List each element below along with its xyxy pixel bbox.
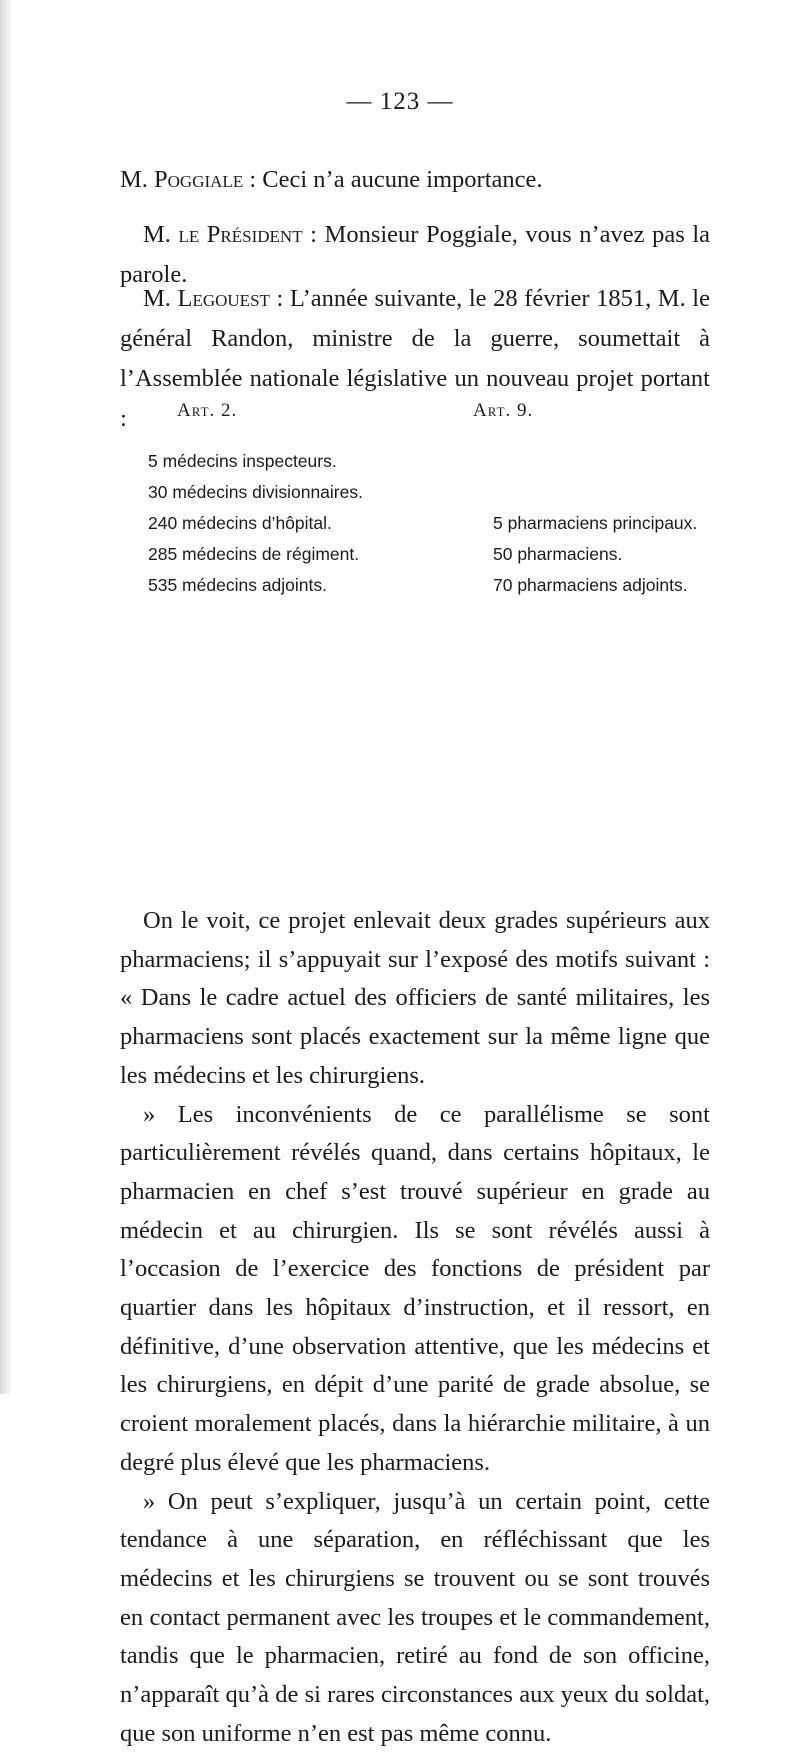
speaker-name: M. Poggiale [120, 166, 244, 193]
article-2-item: 5 médecins inspecteurs. [148, 451, 337, 471]
body-paragraph: » Les inconvénients de ce parallélisme se sont particulièrement révélés quand, dans certains hôpitaux, le pharmacien en chef s’est trouvé supérieur en grade au médecin et au chirurgien. Ils se sont révélés aussi à l’occasion de l’exercice des fonctions de président par quartier dans les hôpitaux d’instruction, et il ressort, en définitive, d’une observation attentive, que les médecins et les chirurgiens, en dépit d’une parité de grade absolue, se croient moralement placés, dans la hiérarchie militaire, à un degré plus élevé que les pharmaciens. [120, 1100, 710, 1476]
article-2-item: 285 médecins de régiment. [148, 544, 360, 564]
speaker-separator: : [269, 285, 290, 312]
speaker-separator: : [243, 166, 263, 193]
article-2-item: 240 médecins d’hôpital. [148, 513, 332, 533]
article-2-heading: Art. 2. [177, 400, 238, 421]
speech-text: Ceci n’a aucune importance. [262, 166, 543, 193]
page-number: — 123 — [346, 88, 454, 115]
article-2-list [148, 446, 363, 601]
speaker-separator: : [302, 221, 325, 248]
speech-text: L’année suivante, le 28 février 1851, M. le général Randon, ministre de la guerre, soumettait à l’Assemblée nationale législative un nouveau projet portant : [120, 285, 710, 432]
article-9-heading: Art. 9. [473, 400, 534, 421]
article-2-item: 535 médecins adjoints. [148, 575, 327, 595]
speech-text: Monsieur Poggiale, vous n’avez pas la parole. [120, 221, 711, 288]
article-9-item: 50 pharmaciens. [493, 544, 623, 564]
article-2-item: 30 médecins divisionnaires. [148, 482, 363, 502]
body-paragraph: On le voit, ce projet enlevait deux grades supérieurs aux pharmaciens; il s’appuyait sur l’exposé des motifs suivant : « Dans le cadre actuel des officiers de santé militaires, les pharmaciens sont placés exactement sur la même ligne que les médecins et les chirurgiens. [120, 907, 710, 1089]
article-9-list [493, 508, 697, 601]
speaker-name: M. le Président [143, 221, 303, 248]
page-binding-edge [0, 0, 12, 1394]
speech-poggiale [120, 160, 710, 200]
body-text [120, 902, 710, 1753]
body-paragraph: » On peut s’expliquer, jusqu’à un certain point, cette tendance à une séparation, en réfléchissant que les médecins et les chirurgiens se trouvent ou se sont trouvés en contact permanent avec les troupes et le commandement, tandis que le pharmacien, retiré au fond de son officine, n’apparaît qu’à de si rares circonstances aux yeux du soldat, que son uniforme n’en est pas même connu. [120, 1487, 710, 1747]
article-9-item: 70 pharmaciens adjoints. [493, 575, 688, 595]
speaker-name: M. Legouest [143, 285, 270, 312]
article-9-item: 5 pharmaciens principaux. [493, 513, 698, 533]
